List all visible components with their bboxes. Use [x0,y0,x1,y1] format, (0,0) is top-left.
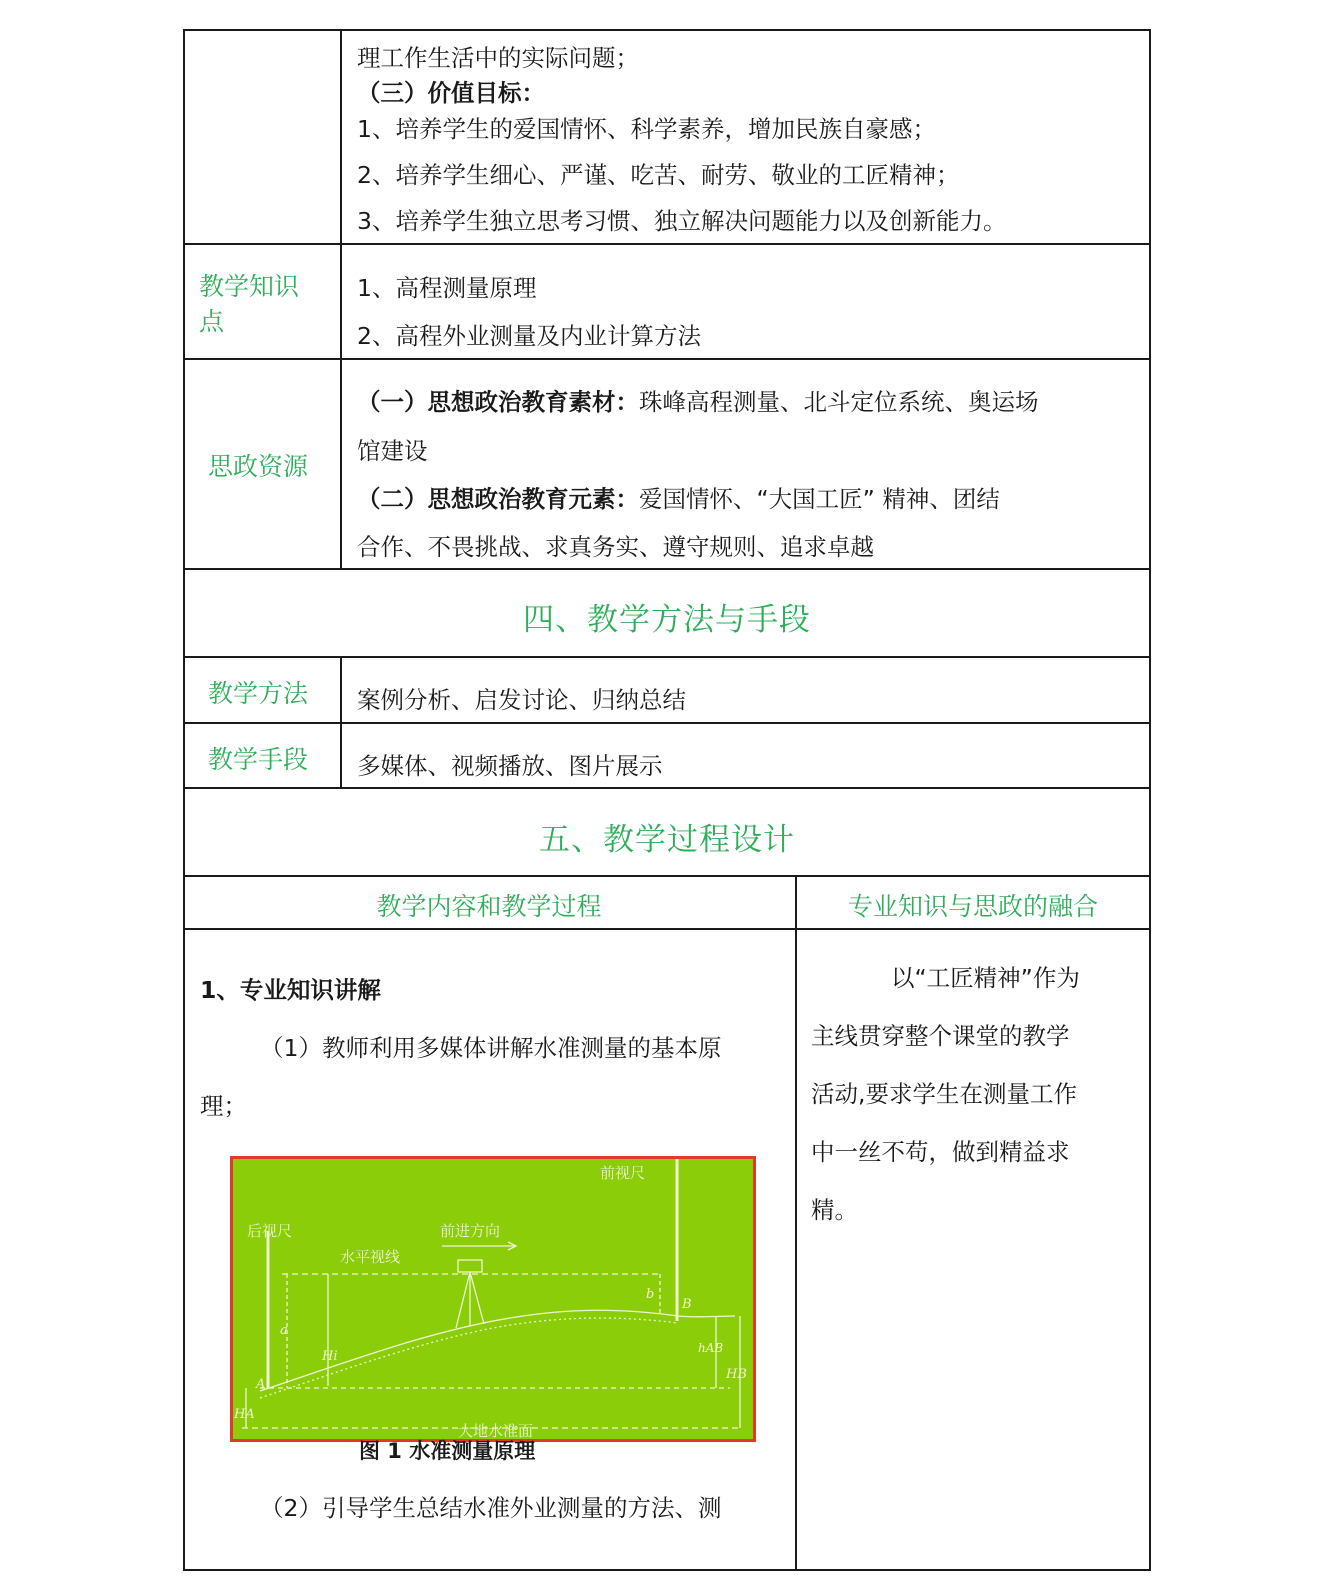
row-divider [183,656,1151,658]
process-step-2: （2）引导学生总结水准外业测量的方法、测 [260,1494,722,1522]
fusion-line: 活动,要求学生在测量工作 [811,1080,1077,1108]
leveling-diagram [230,1156,756,1442]
table-border-bottom [183,1569,1151,1571]
row-divider [183,243,1151,245]
row-divider [183,358,1151,360]
sizheng-p1-cont: 馆建设 [357,437,428,465]
label-A: A [256,1377,266,1392]
methods-value: 案例分析、启发讨论、归纳总结 [357,686,686,714]
column-divider [340,29,342,569]
column-header-fusion: 专业知识与思政的融合 [847,892,1098,921]
label-B: B [682,1297,692,1312]
sizheng-label: 思政资源 [208,452,309,481]
means-label: 教学手段 [208,745,309,774]
knowledge-item: 1、高程测量原理 [357,274,537,302]
label-front-rod: 前视尺 [600,1164,646,1182]
label-datum: 大地水准面 [458,1422,534,1440]
column-divider [340,656,342,788]
sizheng-paragraph-1 [357,383,1039,417]
sizheng-p1-text: 珠峰高程测量、北斗定位系统、奥运场 [639,388,1039,416]
goal-item: 2、培养学生细心、严谨、吃苦、耐劳、敬业的工匠精神； [357,161,960,189]
label-direction: 前进方向 [440,1222,501,1240]
process-heading: 1、专业知识讲解 [200,976,381,1004]
label-HA: HA [234,1407,255,1422]
goal-item: 1、培养学生的爱国情怀、科学素养，增加民族自豪感； [357,115,936,143]
knowledge-item: 2、高程外业测量及内业计算方法 [357,322,701,350]
fusion-line: 以“工匠精神”作为 [891,964,1080,992]
value-goals-heading: （三）价值目标： [357,79,545,107]
column-header-content: 教学内容和教学过程 [376,892,602,921]
fusion-line: 主线贯穿整个课堂的教学 [811,1022,1070,1050]
row-divider [183,722,1151,724]
goal-item: 3、培养学生独立思考习惯、独立解决问题能力以及创新能力。 [357,207,1007,235]
column-divider [795,875,797,1571]
label-sight-line: 水平视线 [340,1248,401,1266]
fusion-line: 精。 [811,1196,858,1224]
process-step-1-cont: 理； [200,1092,247,1120]
table-border-left [183,29,185,1571]
row-divider [183,875,1151,877]
sizheng-p1-heading: （一）思想政治教育素材： [357,388,639,416]
leveling-principle-figure [230,1156,756,1442]
table-border-right [1149,29,1151,1571]
means-value: 多媒体、视频播放、图片展示 [357,752,663,780]
process-step-1: （1）教师利用多媒体讲解水准测量的基本原 [260,1034,722,1062]
fusion-line: 中一丝不苟，做到精益求 [811,1138,1070,1166]
label-hAB: hAB [698,1341,724,1355]
label-Hi: Hi [322,1349,338,1364]
label-back-rod: 后视尺 [247,1222,293,1240]
figure-caption: 图 1 水准测量原理 [359,1439,536,1463]
section-title-process: 五、教学过程设计 [539,822,795,858]
lesson-plan-table [183,29,1151,1571]
row-divider [183,787,1151,789]
goals-line: 理工作生活中的实际问题； [357,44,639,72]
table-border-top [183,29,1151,31]
section-title-methods: 四、教学方法与手段 [523,602,811,638]
methods-label: 教学方法 [208,679,309,708]
sizheng-p2-text: 爱国情怀、“大国工匠” 精神、团结 [639,485,1000,513]
row-divider [183,928,1151,930]
sizheng-paragraph-2 [357,480,1000,514]
knowledge-label-cont: 点 [199,307,225,336]
knowledge-label: 教学知识 [199,272,300,301]
label-HB: HB [726,1367,747,1382]
label-a: a [280,1323,288,1338]
sizheng-p2-cont: 合作、不畏挑战、求真务实、遵守规则、追求卓越 [357,533,874,561]
label-b: b [646,1287,655,1302]
sizheng-p2-heading: （二）思想政治教育元素： [357,485,639,513]
row-divider [183,568,1151,570]
